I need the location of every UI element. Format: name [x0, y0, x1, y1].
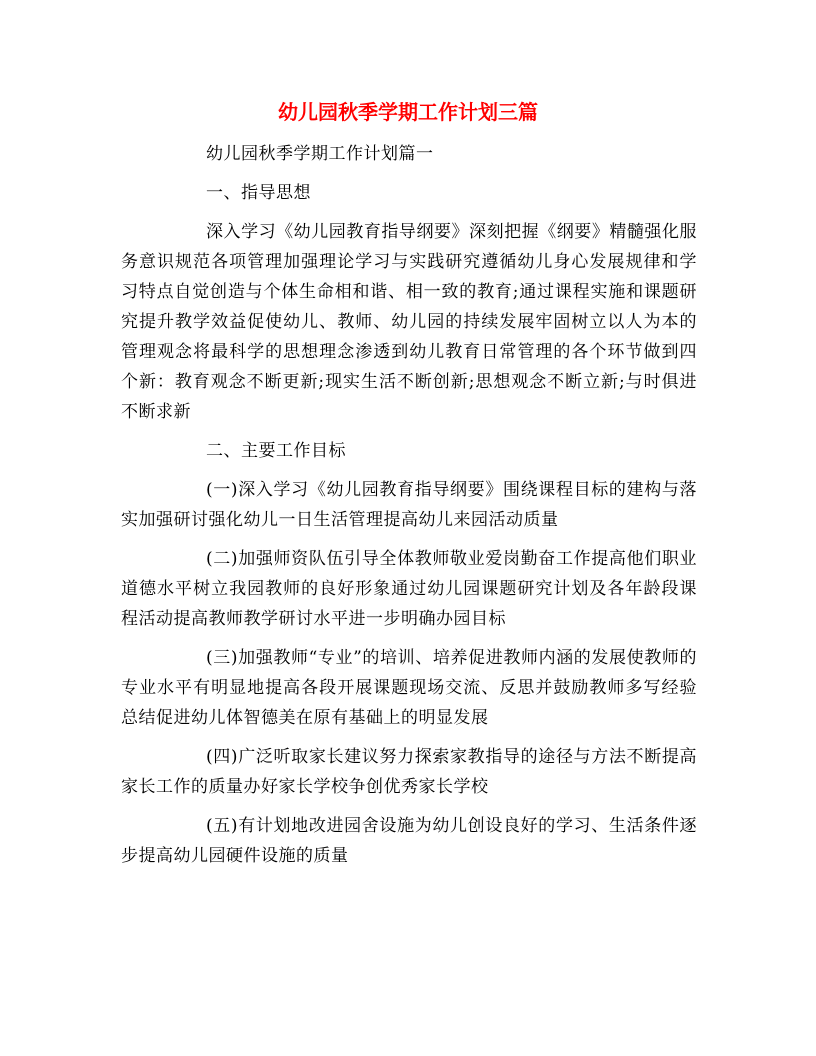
paragraph-guiding-ideology: 深入学习《幼儿园教育指导纲要》深刻把握《纲要》精髓强化服务意识规范各项管理加强理论学习与实践研究遵循幼儿身心发展规律和学习特点自觉创造与个体生命相和谐、相一致的教育;通过课程实施和课题研究提升教学效益促使幼儿、教师、幼儿园的持续发展牢固树立以人为本的管理观念将最科学的思想理念渗透到幼儿教育日常管理的各个环节做到四个新：教育观念不断更新;现实生活不断创新;思想观念不断立新;与时俱进不断求新 — [121, 222, 697, 422]
goal-item-2: (二)加强师资队伍引导全体教师敬业爱岗勤奋工作提高他们职业道德水平树立我园教师的良好形象通过幼儿园课题研究计划及各年龄段课程活动提高教师教学研讨水平进一步明确办园目标 — [121, 549, 697, 629]
section-heading-guiding-ideology: 一、指导思想 — [206, 183, 311, 203]
goal-item-4: (四)广泛听取家长建议努力探索家教指导的途径与方法不断提高家长工作的质量办好家长学校争创优秀家长学校 — [121, 747, 697, 797]
goal-item-5: (五)有计划地改进园舍设施为幼儿创设良好的学习、生活条件逐步提高幼儿园硬件设施的质量 — [121, 816, 697, 866]
goal-item-3: (三)加强教师“专业”的培训、培养促进教师内涵的发展使教师的专业水平有明显地提高各段开展课题现场交流、反思并鼓励教师多写经验总结促进幼儿体智德美在原有基础上的明显发展 — [121, 648, 697, 728]
goal-item-1: (一)深入学习《幼儿园教育指导纲要》围绕课程目标的建构与落实加强研讨强化幼儿一日生活管理提高幼儿来园活动质量 — [121, 480, 697, 530]
document-title: 幼儿园秋季学期工作计划三篇 — [278, 100, 538, 124]
document-subtitle: 幼儿园秋季学期工作计划篇一 — [206, 144, 434, 164]
section-heading-main-goals: 二、主要工作目标 — [206, 441, 346, 461]
document-body — [121, 139, 697, 880]
